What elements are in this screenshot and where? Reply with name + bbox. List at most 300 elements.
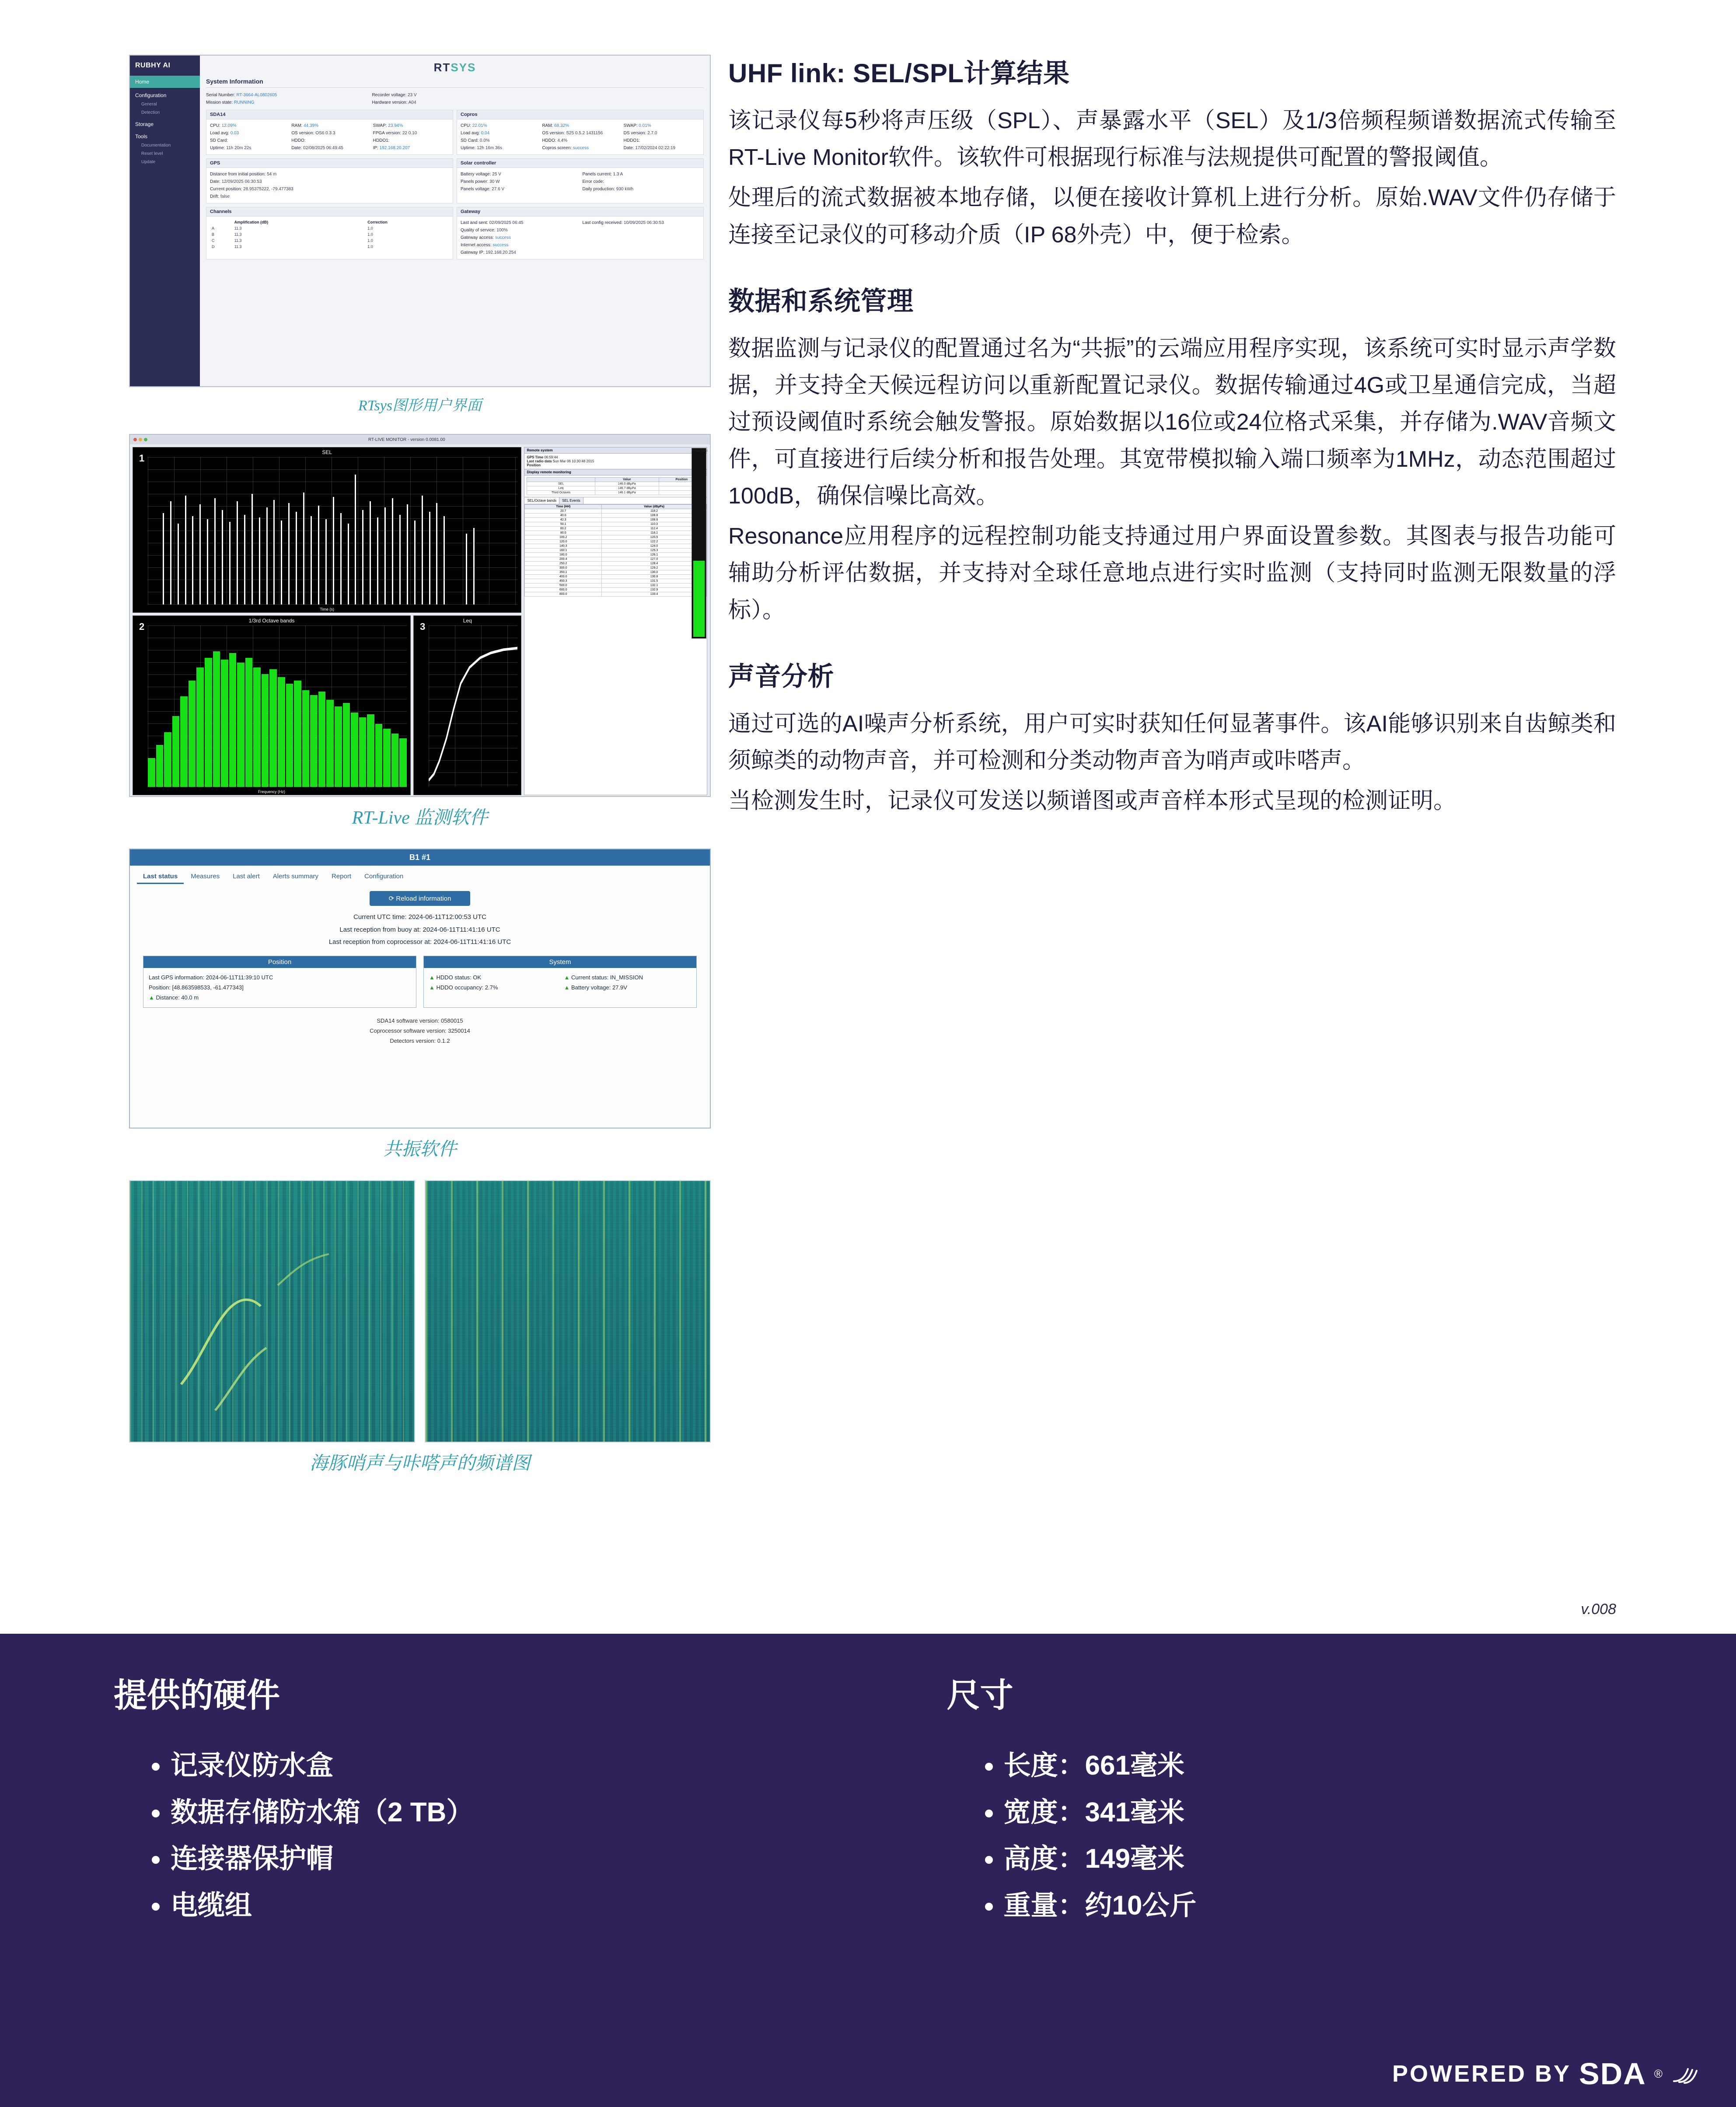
table-row [527, 482, 705, 486]
gui-main-panel [200, 56, 710, 386]
sda14-k5: OS version: [291, 131, 314, 136]
sda14-k11: IP: [373, 146, 378, 150]
cop-k6: HDDO: [542, 138, 556, 143]
side-th0 [527, 478, 595, 482]
cop-v11: 17/02/2024 02:22:19 [635, 146, 676, 150]
cop-v4: 68.32% [554, 123, 569, 128]
sda14-v0: 12.09% [221, 123, 237, 128]
sda14-v3: 11h 20m 22s [226, 146, 251, 150]
side-remote-title: Remote system [524, 447, 707, 454]
table-row [525, 579, 707, 584]
sol-v2: 27.6 V [492, 187, 505, 192]
side-k2: Position [527, 463, 541, 467]
dimensions-list [947, 1743, 1736, 1929]
ev-13-0: 300.0 [525, 566, 602, 570]
sysinfo-val-2: 23 V [408, 93, 417, 98]
chan-c-cor: 1.0 [367, 238, 373, 243]
list-item: • 长度：661毫米 [1004, 1743, 1736, 1789]
hardware-column [0, 1669, 903, 1929]
ev-1-1: 108.8 [602, 514, 707, 518]
sda14-k2: SD Card: [210, 138, 228, 143]
ev-4-1: 112.4 [602, 527, 707, 531]
gps-v1: 12/09/2025 06:30:53 [221, 179, 262, 184]
table-row [525, 592, 707, 597]
gw-k0: Last and sent: [461, 220, 488, 225]
chan-d-cor: 1.0 [367, 245, 373, 249]
ev-14-0: 350.1 [525, 570, 602, 575]
gw-k2: Gateway access: [461, 235, 494, 240]
sda14-k6: HDDO: [291, 138, 306, 143]
side-v0: 06:59:44 [544, 455, 558, 459]
table-row [527, 486, 705, 491]
ev-19-0: 800.0 [525, 592, 602, 597]
chan-c-id: C [212, 238, 215, 243]
sda14-v11: 192.168.20.207 [379, 146, 410, 150]
panel-copros [457, 110, 704, 155]
gw-v3: success [493, 243, 509, 248]
section-title-sound-analysis: 声音分析 [728, 661, 834, 691]
window-minimize-icon[interactable] [139, 438, 142, 441]
gw-v5: 10/09/2025 06:30:53 [624, 220, 664, 225]
panel-gps [206, 158, 453, 203]
sol-k3: Panels current: [582, 172, 612, 177]
rtlive-lower-charts [133, 615, 521, 795]
gw-k3: Internet access: [461, 243, 492, 248]
gui-sidebar[interactable] [130, 56, 200, 386]
chan-a-cor: 1.0 [367, 226, 373, 231]
gps-v2: 28.95375222, -79.477383 [243, 187, 293, 192]
cop-v3: 12h 16m 36s [477, 146, 503, 150]
sidebar-item-documentation[interactable]: Documentation [141, 143, 171, 148]
chart-octave-series [148, 625, 407, 787]
table-row [210, 238, 449, 244]
figures-column [129, 55, 711, 1494]
table-row [210, 231, 449, 238]
ev-2-0: 42.3 [525, 518, 602, 522]
list-item: • 数据存储防水箱（2 TB） [171, 1789, 903, 1836]
cop-v6: 4.4% [557, 138, 568, 143]
ev-9-0: 160.1 [525, 549, 602, 553]
side-th1: Value [595, 478, 659, 482]
chart-sel-index: 1 [139, 453, 145, 464]
gui-section-title: System Information [206, 78, 704, 88]
tab-last-status[interactable]: Last status [137, 870, 184, 884]
sol-k0: Battery voltage: [461, 172, 491, 177]
gui-logo: RUBHY AI [135, 62, 171, 69]
gui-brand-sys: SYS [451, 61, 476, 74]
ev-th1: Value (dBµPa) [602, 505, 707, 509]
rtlive-side-panel[interactable] [524, 447, 707, 795]
ev-7-1: 122.2 [602, 540, 707, 544]
window-maximize-icon[interactable] [144, 438, 147, 441]
ev-5-1: 118.1 [602, 531, 707, 535]
table-row [525, 509, 707, 514]
alert-triangle-icon: ▲ [149, 994, 154, 1001]
tab-configuration[interactable]: Configuration [364, 873, 404, 880]
sysinfo-key-2: Recorder voltage: [372, 93, 407, 98]
panel-title-channels: Channels [206, 207, 453, 217]
chart-leq-title: Leq [463, 618, 472, 624]
list-item: • 宽度：341毫米 [1004, 1789, 1736, 1836]
sda14-k3: Uptime: [210, 146, 225, 150]
chan-d-amp: 11.3 [234, 245, 242, 249]
sidebar-item-home[interactable]: Home [130, 76, 200, 88]
rtlive-window-title: RT-LIVE MONITOR - version 0.0081.00 [368, 437, 445, 442]
sidebar-item-storage[interactable]: Storage [135, 121, 154, 127]
chan-th-2: Correction [367, 220, 388, 224]
cop-v7: success [573, 146, 589, 150]
sidebar-item-reset-level[interactable]: Reset level [141, 151, 163, 156]
gui-brand-rt: RT [433, 61, 451, 74]
resonance-tabs[interactable] [130, 866, 710, 888]
hardware-list [114, 1743, 903, 1929]
side-r1c0: Leq [527, 486, 595, 491]
cop-v2: 0.0% [479, 138, 490, 143]
position-line-coords: Position: [48.863598533, -61.477343] [149, 984, 244, 991]
spectrogram-whistles [129, 1180, 415, 1443]
ev-15-1: 130.8 [602, 575, 707, 579]
powered-by-logo [1392, 2056, 1701, 2091]
figure-caption-resonance: 共振软件 [383, 1139, 457, 1160]
ev-12-1: 128.4 [602, 562, 707, 566]
status-line-buoy: Last reception from buoy at: 2024-06-11T11:41:16 UTC [339, 926, 500, 933]
ev-17-1: 132.1 [602, 584, 707, 588]
sda14-k8: SWAP: [373, 123, 387, 128]
panel-sda14 [206, 110, 453, 155]
cop-k10: HDDO1: [623, 138, 640, 143]
gps-k3: Drift: [210, 194, 220, 199]
chan-b-amp: 11.3 [234, 232, 242, 237]
cop-k2: SD Card: [461, 138, 479, 143]
side-events-table [524, 504, 707, 597]
dimensions-title: 尺寸 [947, 1677, 1013, 1714]
chart-sel-title: SEL [322, 449, 332, 455]
chan-th-1: Amplification (dB) [234, 220, 269, 224]
chart-leq-index: 3 [420, 621, 426, 632]
sda14-k1: Load avg: [210, 131, 229, 136]
ev-10-0: 180.0 [525, 553, 602, 557]
chart-octave-title: 1/3rd Octave bands [248, 618, 295, 624]
panel-solar-controller [457, 158, 704, 203]
resonance-footer [130, 1008, 710, 1046]
cop-k4: RAM: [542, 123, 553, 128]
table-row [210, 244, 449, 250]
side-r2c0: Third Octaves [527, 491, 595, 495]
gw-v2: success [495, 235, 511, 240]
side-monitor-title: Display remote monitoring [524, 469, 707, 475]
status-line-utc: Current UTC time: 2024-06-11T12:00:53 UTC [353, 913, 486, 921]
bottom-band [0, 1634, 1736, 2107]
sysinfo-val-1: RUNNING [234, 100, 255, 105]
table-row [525, 570, 707, 575]
chart-octave-bands [133, 615, 411, 795]
sol-k5: Daily production: [582, 187, 615, 192]
side-tabs[interactable] [524, 497, 707, 504]
sda14-v4: 44.39% [304, 123, 319, 128]
system-card [423, 956, 697, 1008]
chan-c-amp: 11.3 [234, 238, 242, 243]
figure-caption-rtlive: RT-Live 监测软件 [352, 808, 488, 828]
gps-v3: false [220, 194, 230, 199]
powered-by-text: POWERED BY [1392, 2061, 1572, 2087]
gw-k5: Last config received: [582, 220, 623, 225]
ev-3-1: 110.3 [602, 522, 707, 527]
sysinfo-val-0: RT-3664-AL0802605 [236, 93, 277, 98]
side-monitor-table [524, 475, 707, 497]
system-line-battery: Battery voltage: 27.9V [571, 984, 627, 991]
table-row [525, 549, 707, 553]
section-data-paragraph-1: 数据监测与记录仪的配置通过名为“共振”的云端应用程序实现，该系统可实时显示声学数据，并支持全天候远程访问以重新配置记录仪。数据传输通过4G或卫星通信完成，当超过预设阈值时系统会触发警报。原始数据以16位或24位格式采集，并存储为.WAV音频文件，可直接进行后续分析和报告处理。其宽带模拟输入端口频率为1MHz，动态范围超过100dB，确保信噪比高效。 [728, 335, 1616, 509]
system-line-current-status: Current status: IN_MISSION [571, 974, 643, 981]
ev-th0: Time (HH) [525, 505, 602, 509]
panel-title-solar: Solar controller [457, 159, 703, 168]
ev-1-0: 40.0 [525, 514, 602, 518]
chan-a-id: A [212, 226, 215, 231]
peak-level-label: Peak level [693, 450, 707, 453]
rtlive-charts [133, 447, 521, 795]
chan-a-amp: 11.3 [234, 226, 242, 231]
table-row [525, 557, 707, 562]
ev-17-0: 500.0 [525, 584, 602, 588]
sidebar-item-update[interactable]: Update [141, 160, 156, 164]
sidebar-item-detection[interactable]: Detection [141, 110, 160, 115]
ev-6-0: 100.2 [525, 535, 602, 540]
table-row [525, 562, 707, 566]
hdd-occupancy-icon: ▲ [429, 984, 435, 991]
chart-sel-series [148, 457, 517, 604]
cop-k8: SWAP: [623, 123, 638, 128]
gui-system-info [206, 91, 704, 106]
list-item: • 高度：149毫米 [1004, 1836, 1736, 1883]
ev-18-1: 132.9 [602, 588, 707, 592]
tab-sel-octave[interactable]: SEL/Octave bands [524, 497, 559, 504]
chart-sel-xlabel: Time (s) [320, 607, 335, 612]
table-row [525, 553, 707, 557]
table-row [525, 566, 707, 570]
spectrogram-row [129, 1180, 711, 1443]
side-v1: Sun Mar 06 10:30:48 2015 [552, 459, 594, 463]
ev-16-0: 450.3 [525, 579, 602, 584]
table-row [525, 540, 707, 544]
position-card [143, 956, 416, 1008]
gps-v0: 54 m [267, 172, 277, 177]
sda14-k7: Date: [291, 146, 302, 150]
cop-k5: OS version: [542, 131, 565, 136]
cop-v9: 2.7.0 [647, 131, 657, 136]
system-card-header: System [424, 956, 696, 968]
cop-k9: DS version: [623, 131, 646, 136]
figure-rt-live [129, 434, 711, 829]
sol-v0: 25 V [492, 172, 501, 177]
channels-table [210, 219, 449, 250]
ev-2-1: 108.6 [602, 518, 707, 522]
cop-v0: 22.01% [472, 123, 487, 128]
reload-information-button[interactable]: ⟳ Reload information [370, 891, 470, 906]
cop-v1: 0.04 [481, 131, 490, 136]
sda14-k4: RAM: [291, 123, 303, 128]
cop-k11: Date: [623, 146, 634, 150]
sol-k1: Panels power: [461, 179, 489, 184]
sda14-k0: CPU: [210, 123, 220, 128]
side-r0c0: SEL [527, 482, 595, 486]
tab-report[interactable]: Report [331, 873, 351, 880]
figure-rtsys-gui [129, 55, 711, 415]
table-row [525, 544, 707, 549]
registered-mark: ® [1654, 2067, 1663, 2080]
section-sound-analysis [728, 656, 1616, 820]
chart-octave-index: 2 [139, 621, 145, 632]
resonance-screenshot[interactable] [129, 849, 711, 1129]
chart-sel [133, 447, 521, 613]
table-row [525, 531, 707, 535]
ev-7-0: 120.0 [525, 540, 602, 544]
ev-3-0: 50.1 [525, 522, 602, 527]
gps-k0: Distance from initial position: [210, 172, 266, 177]
position-line-gps: Last GPS information: 2024-06-11T11:39:10 UTC [149, 974, 273, 981]
section-uhf-paragraph-2: 处理后的流式数据被本地存储，以便在接收计算机上进行分析。原始.WAV文件仍存储于连接至记录仪的可移动介质（IP 68外壳）中，便于检索。 [728, 185, 1616, 248]
table-row [525, 518, 707, 522]
hdd-status-icon: ▲ [429, 974, 435, 981]
table-row [525, 588, 707, 592]
gw-v1: 100% [496, 228, 508, 233]
ev-4-0: 60.2 [525, 527, 602, 531]
panel-title-gateway: Gateway [457, 207, 703, 217]
side-k0: GPS Time [527, 455, 544, 459]
cop-k3: Uptime: [461, 146, 476, 150]
list-item: • 记录仪防水盒 [171, 1743, 903, 1789]
wave-icon [1670, 2063, 1701, 2085]
gw-k1: Quality of service: [461, 228, 496, 233]
sidebar-item-general[interactable]: General [141, 102, 157, 107]
sysinfo-val-3: A04 [408, 100, 416, 105]
list-item: • 连接器保护帽 [171, 1836, 903, 1883]
chart-octave-xlabel: Frequency (Hz) [258, 790, 286, 794]
rtlive-titlebar [130, 435, 710, 444]
rtsys-gui-screenshot[interactable] [129, 55, 711, 387]
reload-information-label: Reload information [396, 895, 451, 902]
cop-v8: 0.01% [639, 123, 651, 128]
section-title-uhf: UHF link: SEL/SPL计算结果 [728, 59, 1070, 88]
sda14-v5: OS6 0.3.3 [315, 131, 335, 136]
gw-v0: 02/09/2025 06:45 [489, 220, 524, 225]
ev-0-1: 118.2 [602, 509, 707, 514]
resonance-title: B1 #1 [130, 849, 710, 866]
section-uhf-paragraph-1: 该记录仪每5秒将声压级（SPL）、声暴露水平（SEL）及1/3倍频程频谱数据流式传输至RT-Live Monitor软件。该软件可根据现行标准与法规提供可配置的警报阈值。 [728, 108, 1616, 171]
current-status-icon: ▲ [564, 974, 570, 981]
ev-13-1: 129.2 [602, 566, 707, 570]
ev-6-1: 120.5 [602, 535, 707, 540]
cop-k7: Copros screen: [542, 146, 572, 150]
table-row [525, 584, 707, 588]
window-close-icon[interactable] [133, 438, 137, 441]
sol-k2: Panels voltage: [461, 187, 491, 192]
chan-d-id: D [212, 245, 215, 249]
cop-k1: Load avg: [461, 131, 480, 136]
position-line-distance: Distance: 40.0 m [156, 994, 199, 1001]
sol-k4: Error code: [582, 179, 604, 184]
ev-10-1: 126.1 [602, 553, 707, 557]
section-uhf-link [728, 52, 1616, 253]
side-r0c1: 146.0 dBµPa [595, 482, 659, 486]
ev-18-0: 600.0 [525, 588, 602, 592]
dimensions-column [903, 1669, 1736, 1929]
tab-last-alert[interactable]: Last alert [233, 873, 260, 880]
spectrogram-clicks [425, 1180, 711, 1443]
section-data-paragraph-2: Resonance应用程序的远程控制功能支持通过用户界面设置参数。其图表与报告功能可辅助分析评估数据，并支持对全球任意地点进行实时监测（支持同时监测无限数量的浮标）。 [728, 524, 1616, 623]
gps-k1: Date: [210, 179, 220, 184]
figure-resonance [129, 849, 711, 1161]
system-line-hdd-status: HDDO status: OK [436, 974, 482, 981]
list-item: • 电缆组 [171, 1883, 903, 1929]
panel-title-sda14: SDA14 [206, 110, 453, 119]
rt-live-screenshot[interactable] [129, 434, 711, 797]
footer-sda14-version: SDA14 software version: 0580015 [377, 1017, 463, 1024]
gui-brand [206, 59, 704, 78]
sidebar-item-tools[interactable]: Tools [135, 133, 148, 140]
sol-v1: 30 W [489, 179, 500, 184]
ev-15-0: 400.0 [525, 575, 602, 579]
ev-0-0: 20.7 [525, 509, 602, 514]
sol-v5: 930 kWh [616, 187, 634, 192]
panel-title-gps: GPS [206, 159, 453, 168]
cop-k0: CPU: [461, 123, 471, 128]
ev-19-1: 133.4 [602, 592, 707, 597]
tab-alerts-summary[interactable]: Alerts summary [272, 873, 318, 880]
figure-caption-spectrograms: 海豚哨声与咔嗒声的频谱图 [309, 1454, 530, 1474]
ev-8-0: 140.3 [525, 544, 602, 549]
peak-level-meter [692, 448, 706, 639]
chan-b-id: B [212, 232, 215, 237]
tab-measures[interactable]: Measures [191, 873, 220, 880]
sidebar-item-configuration[interactable]: Configuration [135, 92, 167, 98]
sysinfo-key-1: Mission state: [206, 100, 233, 105]
side-th2: Position [659, 478, 704, 482]
sda14-k10: HDDO1: [373, 138, 390, 143]
sda14-v7: 02/08/2025 06:49:45 [303, 146, 343, 150]
resonance-status-lines [130, 911, 710, 949]
chan-th-0 [210, 219, 233, 225]
tab-sel-events[interactable]: SEL Events [559, 497, 583, 504]
panel-title-copros: Copros [457, 110, 703, 119]
list-item: • 重量：约10公斤 [1004, 1883, 1736, 1929]
gps-k2: Current position: [210, 187, 242, 192]
sda14-v9: 22 0.10 [402, 131, 417, 136]
table-row [527, 491, 705, 495]
chart-leq [413, 615, 521, 795]
side-events-table-wrap[interactable] [524, 504, 707, 795]
gw-k4: Gateway IP: [461, 250, 485, 255]
side-remote-rows [524, 454, 707, 469]
figure-spectrograms [129, 1180, 711, 1475]
section-title-data-management: 数据和系统管理 [728, 286, 914, 316]
ev-11-0: 200.4 [525, 557, 602, 562]
document-version: v.008 [1581, 1601, 1616, 1618]
ev-16-1: 131.5 [602, 579, 707, 584]
table-row [525, 535, 707, 540]
cop-v5: S25 0.5.2 1431156 [566, 131, 603, 136]
system-line-hdd-occupancy: HDDO occupancy: 2.7% [436, 984, 498, 991]
footer-coprocessor-version: Coprocessor software version: 3250014 [370, 1027, 470, 1034]
text-column [728, 52, 1616, 1618]
sda14-v1: 0.03 [230, 131, 239, 136]
section-sound-paragraph-2: 当检测发生时，记录仪可发送以频谱图或声音样本形式呈现的检测证明。 [728, 788, 1457, 814]
side-k1: Last radio data [527, 459, 552, 463]
ev-11-1: 127.0 [602, 557, 707, 562]
table-row [210, 225, 449, 231]
table-row [525, 575, 707, 579]
chart-leq-series [429, 625, 517, 787]
table-row [525, 527, 707, 531]
